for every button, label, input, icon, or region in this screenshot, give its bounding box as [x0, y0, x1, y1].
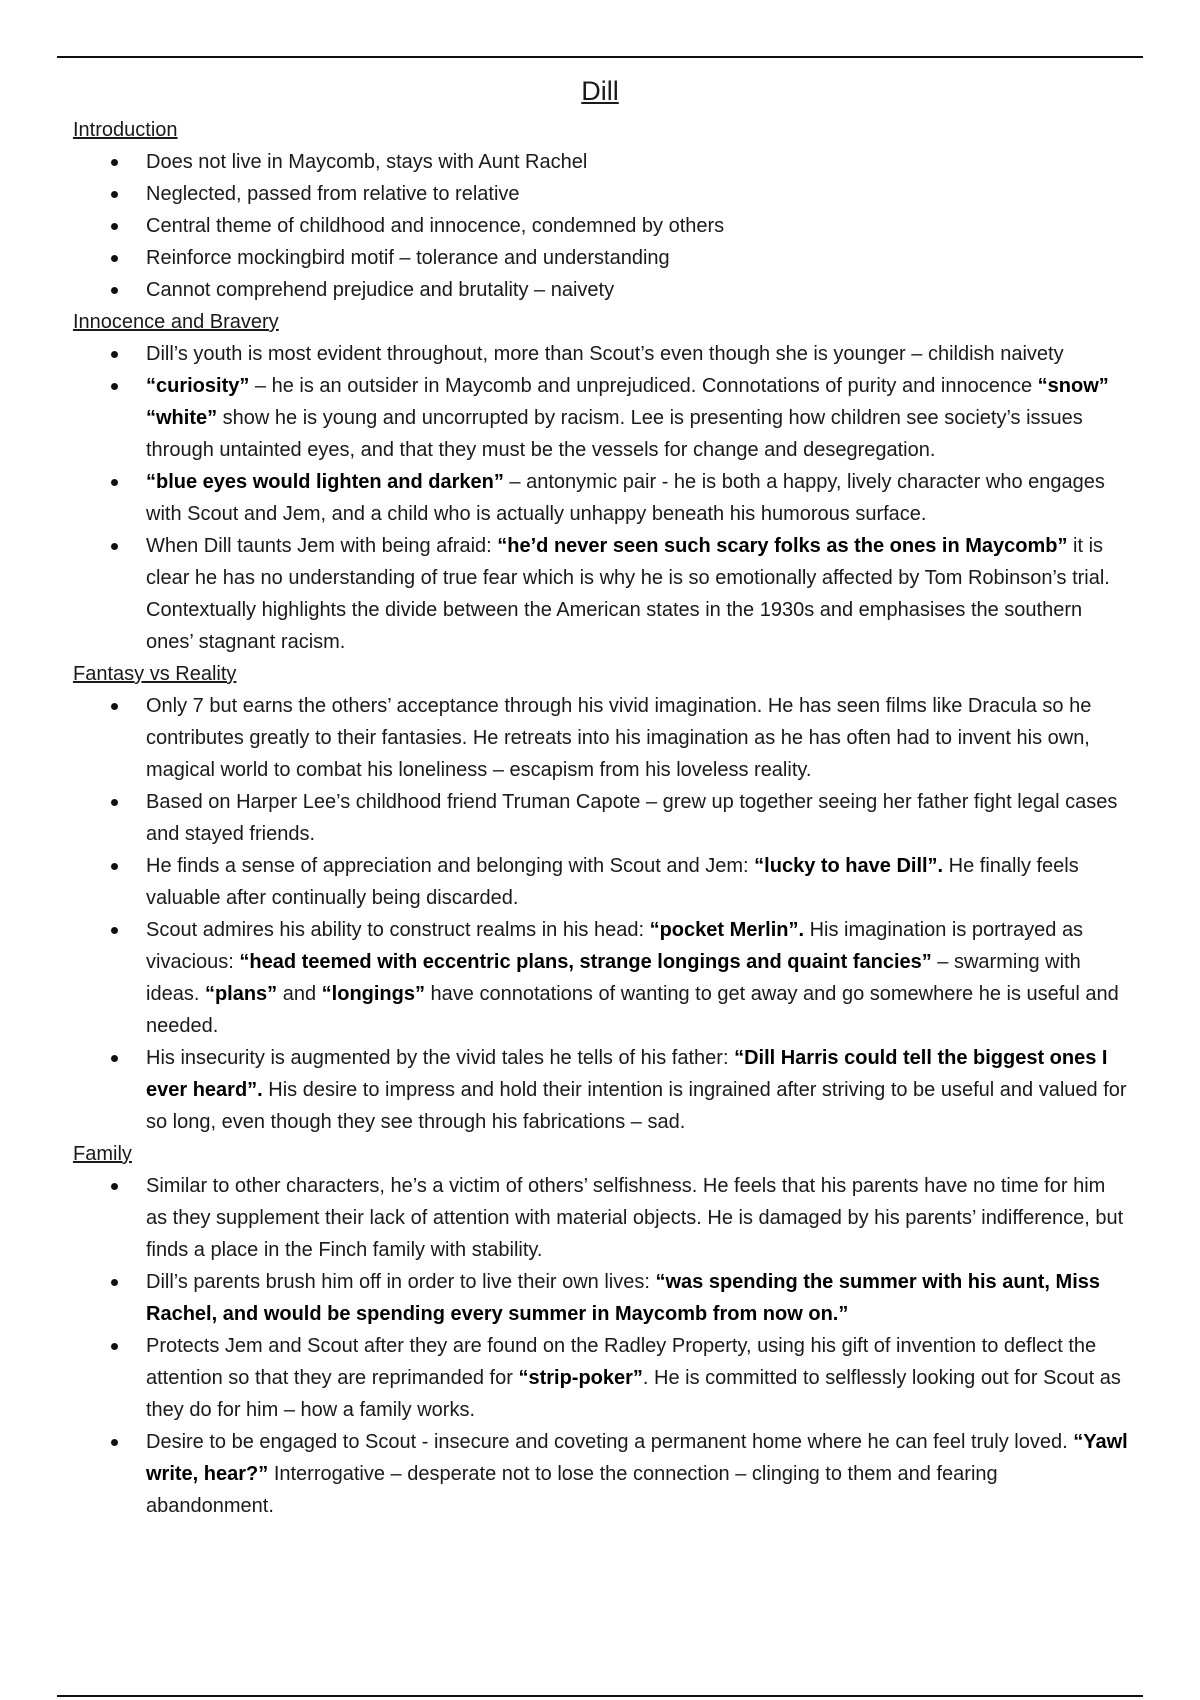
bullet-icon — [111, 223, 118, 230]
body-text: show he is young and uncorrupted by racism. Lee is presenting how children see society’s issues through untainted eyes, and that they must be the vessels for change and desegregation. — [146, 407, 1083, 461]
quote-text: “pocket Merlin”. — [649, 919, 805, 941]
body-text: Does not live in Maycomb, stays with Aunt Rachel — [146, 151, 588, 173]
bullet-icon — [111, 159, 118, 166]
body-text: Dill’s youth is most evident throughout, more than Scout’s even though she is younger – childish naivety — [146, 343, 1064, 365]
quote-text: “he’d never seen such scary folks as the ones in Maycomb” — [497, 535, 1068, 557]
body-text: Protects Jem and Scout after they are found on the Radley Property, using his gift of invention to deflect the attention so that they are reprimanded for — [146, 1335, 1097, 1389]
section-heading: Innocence and Bravery — [73, 311, 279, 333]
quote-text: “lucky to have Dill”. — [754, 855, 944, 877]
body-text: His desire to impress and hold their intention is ingrained after striving to be useful and valued for so long, even though they see through his fabrications – sad. — [146, 1079, 1127, 1133]
quote-text: “blue eyes would lighten and darken” — [146, 471, 504, 493]
bullet-list — [73, 690, 1128, 1138]
body-text: He finds a sense of appreciation and belonging with Scout and Jem: — [146, 855, 755, 877]
bullet-icon — [111, 927, 118, 934]
bullet-list — [73, 146, 1128, 306]
quote-text: “was spending the summer with his aunt, Miss Rachel, and would be spending every summer in Maycomb from now on.” — [146, 1271, 1101, 1325]
body-text: Similar to other characters, he’s a victim of others’ selfishness. He feels that his parents have no time for him as they supplement their lack of attention with material objects. He is damaged by his parents’ indifference, but finds a place in the Finch family with stability. — [146, 1175, 1124, 1261]
body-text: He finally feels valuable after continually being discarded. — [146, 855, 1079, 909]
document-title: Dill — [581, 76, 619, 106]
list-item — [73, 210, 1128, 242]
body-text: His imagination is portrayed as vivacious: — [146, 919, 1084, 973]
body-text: Desire to be engaged to Scout - insecure and coveting a permanent home where he can feel truly loved. — [146, 1431, 1074, 1453]
quote-text: “curiosity” — [146, 375, 250, 397]
quote-text: “snow” “white” — [146, 375, 1109, 429]
bullet-icon — [111, 1055, 118, 1062]
bullet-icon — [111, 1439, 118, 1446]
bullet-icon — [111, 1183, 118, 1190]
list-item — [73, 1330, 1128, 1426]
body-text: When Dill taunts Jem with being afraid: — [146, 535, 498, 557]
bullet-icon — [111, 703, 118, 710]
body-text: Cannot comprehend prejudice and brutality – naivety — [146, 279, 615, 301]
body-text: Scout admires his ability to construct realms in his head: — [146, 919, 650, 941]
bullet-list — [73, 1170, 1128, 1522]
list-item — [73, 850, 1128, 914]
section-heading: Fantasy vs Reality — [73, 663, 237, 685]
body-text: Reinforce mockingbird motif – tolerance and understanding — [146, 247, 670, 269]
quote-text: “head teemed with eccentric plans, strange longings and quaint fancies” — [239, 951, 932, 973]
list-item — [73, 690, 1128, 786]
bullet-icon — [111, 255, 118, 262]
bullet-icon — [111, 543, 118, 550]
bullet-icon — [111, 351, 118, 358]
list-item — [73, 242, 1128, 274]
body-text: – swarming with ideas. — [146, 951, 1081, 1005]
list-item — [73, 466, 1128, 530]
section-heading: Introduction — [73, 119, 178, 141]
bullet-icon — [111, 287, 118, 294]
bullet-icon — [111, 479, 118, 486]
list-item — [73, 1266, 1128, 1330]
body-text: – he is an outsider in Maycomb and unprejudiced. Connotations of purity and innocence — [249, 375, 1038, 397]
body-text: Interrogative – desperate not to lose the connection – clinging to them and fearing abandonment. — [146, 1463, 998, 1517]
quote-text: “Dill Harris could tell the biggest ones I ever heard”. — [146, 1047, 1108, 1101]
bullet-icon — [111, 799, 118, 806]
list-item — [73, 274, 1128, 306]
list-item — [73, 914, 1128, 1042]
bullet-list — [73, 338, 1128, 658]
bullet-icon — [111, 383, 118, 390]
list-item — [73, 530, 1128, 658]
quote-text: “Yawl write, hear?” — [146, 1431, 1128, 1485]
list-item — [73, 1042, 1128, 1138]
quote-text: “strip-poker” — [518, 1367, 643, 1389]
body-text: – antonymic pair - he is both a happy, lively character who engages with Scout and Jem, and a child who is actually unhappy beneath his humorous surface. — [146, 471, 1105, 525]
body-text: . He is committed to selflessly looking out for Scout as they do for him – how a family works. — [146, 1367, 1121, 1421]
list-item — [73, 1426, 1128, 1522]
list-item — [73, 1170, 1128, 1266]
bullet-icon — [111, 1343, 118, 1350]
body-text: Based on Harper Lee’s childhood friend Truman Capote – grew up together seeing her father fight legal cases and stayed friends. — [146, 791, 1118, 845]
body-text: Neglected, passed from relative to relative — [146, 183, 520, 205]
quote-text: “plans” — [204, 983, 278, 1005]
top-rule — [57, 56, 1143, 58]
quote-text: “longings” — [321, 983, 425, 1005]
list-item — [73, 338, 1128, 370]
body-text: and — [277, 983, 322, 1005]
bullet-icon — [111, 191, 118, 198]
document-body — [73, 114, 1128, 1522]
body-text: Central theme of childhood and innocence, condemned by others — [146, 215, 725, 237]
body-text: Only 7 but earns the others’ acceptance through his vivid imagination. He has seen films like Dracula so he contributes greatly to their fantasies. He retreats into his imagination as he has often had to invent his own, magical world to combat his loneliness – escapism from his loveless reality. — [146, 695, 1092, 781]
body-text: Dill’s parents brush him off in order to live their own lives: — [146, 1271, 656, 1293]
body-text: it is clear he has no understanding of true fear which is why he is so emotionally affected by Tom Robinson’s trial. Contextually highlights the divide between the American states in the 1930s and emphasises the southern ones’ stagnant racism. — [146, 535, 1110, 653]
list-item — [73, 146, 1128, 178]
bullet-icon — [111, 1279, 118, 1286]
body-text: His insecurity is augmented by the vivid tales he tells of his father: — [146, 1047, 735, 1069]
bullet-icon — [111, 863, 118, 870]
bottom-rule — [57, 1695, 1143, 1697]
list-item — [73, 786, 1128, 850]
section-heading: Family — [73, 1143, 132, 1165]
body-text: have connotations of wanting to get away and go somewhere he is useful and needed. — [146, 983, 1119, 1037]
list-item — [73, 370, 1128, 466]
list-item — [73, 178, 1128, 210]
